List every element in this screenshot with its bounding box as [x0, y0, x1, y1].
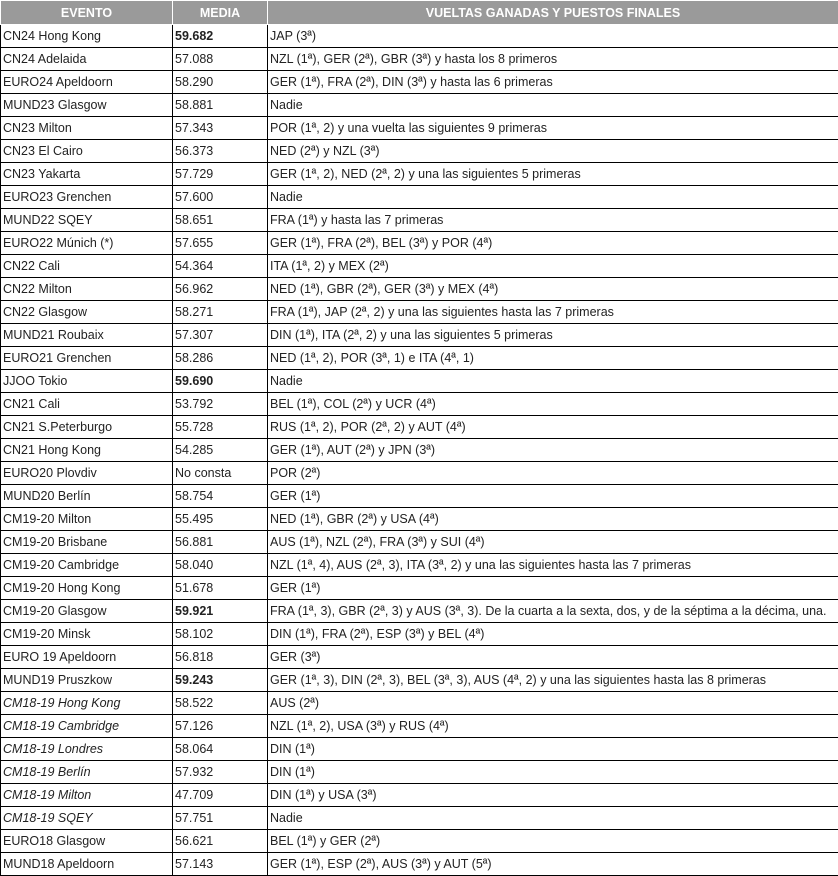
event-cell: EURO22 Múnich (*): [1, 232, 173, 255]
event-cell: EURO20 Plovdiv: [1, 462, 173, 485]
event-cell: EURO 19 Apeldoorn: [1, 646, 173, 669]
event-cell: MUND20 Berlín: [1, 485, 173, 508]
average-cell: 57.343: [173, 117, 268, 140]
result-cell: DIN (1ª): [268, 738, 838, 761]
header-event: EVENTO: [1, 1, 173, 25]
average-cell: 58.064: [173, 738, 268, 761]
event-cell: CM18-19 Milton: [1, 784, 173, 807]
result-cell: GER (1ª), AUT (2ª) y JPN (3ª): [268, 439, 838, 462]
event-cell: EURO24 Apeldoorn: [1, 71, 173, 94]
result-cell: DIN (1ª), FRA (2ª), ESP (3ª) y BEL (4ª): [268, 623, 838, 646]
event-cell: MUND19 Pruszkow: [1, 669, 173, 692]
table-row: [1, 600, 838, 623]
table-row: [1, 163, 838, 186]
event-cell: CN22 Cali: [1, 255, 173, 278]
average-cell: 59.243: [173, 669, 268, 692]
result-cell: NED (1ª), GBR (2ª), GER (3ª) y MEX (4ª): [268, 278, 838, 301]
result-cell: AUS (1ª), NZL (2ª), FRA (3ª) y SUI (4ª): [268, 531, 838, 554]
average-cell: 59.921: [173, 600, 268, 623]
table-row: [1, 232, 838, 255]
result-cell: NED (1ª, 2), POR (3ª, 1) e ITA (4ª, 1): [268, 347, 838, 370]
result-cell: GER (1ª), FRA (2ª), DIN (3ª) y hasta las 6 primeras: [268, 71, 838, 94]
result-cell: NZL (1ª, 4), AUS (2ª, 3), ITA (3ª, 2) y una las siguientes hasta las 7 primeras: [268, 554, 838, 577]
header-average: MEDIA: [173, 1, 268, 25]
table-row: [1, 439, 838, 462]
header-laps: VUELTAS GANADAS Y PUESTOS FINALES: [268, 1, 838, 25]
table-row: [1, 853, 838, 876]
event-cell: CN22 Glasgow: [1, 301, 173, 324]
result-cell: NZL (1ª, 2), USA (3ª) y RUS (4ª): [268, 715, 838, 738]
table-body: [1, 25, 838, 876]
table-row: [1, 278, 838, 301]
average-cell: 57.655: [173, 232, 268, 255]
event-cell: CM18-19 Cambridge: [1, 715, 173, 738]
table-row: [1, 646, 838, 669]
average-cell: 58.286: [173, 347, 268, 370]
average-cell: 47.709: [173, 784, 268, 807]
result-cell: GER (3ª): [268, 646, 838, 669]
table-row: [1, 715, 838, 738]
average-cell: No consta: [173, 462, 268, 485]
event-cell: EURO23 Grenchen: [1, 186, 173, 209]
average-cell: 55.728: [173, 416, 268, 439]
table-row: [1, 347, 838, 370]
result-cell: DIN (1ª), ITA (2ª, 2) y una las siguientes 5 primeras: [268, 324, 838, 347]
average-cell: 58.754: [173, 485, 268, 508]
result-cell: ITA (1ª, 2) y MEX (2ª): [268, 255, 838, 278]
table-row: [1, 830, 838, 853]
table-row: [1, 623, 838, 646]
table-row: [1, 25, 838, 48]
result-cell: GER (1ª), FRA (2ª), BEL (3ª) y POR (4ª): [268, 232, 838, 255]
event-cell: CN23 Yakarta: [1, 163, 173, 186]
event-cell: CM19-20 Cambridge: [1, 554, 173, 577]
event-cell: CN24 Adelaida: [1, 48, 173, 71]
result-cell: DIN (1ª): [268, 761, 838, 784]
result-cell: POR (2ª): [268, 462, 838, 485]
average-cell: 58.290: [173, 71, 268, 94]
result-cell: AUS (2ª): [268, 692, 838, 715]
average-cell: 55.495: [173, 508, 268, 531]
table-row: [1, 71, 838, 94]
average-cell: 54.285: [173, 439, 268, 462]
result-cell: NZL (1ª), GER (2ª), GBR (3ª) y hasta los 8 primeros: [268, 48, 838, 71]
result-cell: NED (2ª) y NZL (3ª): [268, 140, 838, 163]
event-cell: CN23 El Cairo: [1, 140, 173, 163]
result-cell: BEL (1ª) y GER (2ª): [268, 830, 838, 853]
average-cell: 57.307: [173, 324, 268, 347]
event-cell: CM19-20 Hong Kong: [1, 577, 173, 600]
event-cell: JJOO Tokio: [1, 370, 173, 393]
result-cell: FRA (1ª) y hasta las 7 primeras: [268, 209, 838, 232]
result-cell: JAP (3ª): [268, 25, 838, 48]
average-cell: 58.040: [173, 554, 268, 577]
table-row: [1, 209, 838, 232]
event-cell: CM18-19 Londres: [1, 738, 173, 761]
average-cell: 56.373: [173, 140, 268, 163]
result-cell: GER (1ª, 3), DIN (2ª, 3), BEL (3ª, 3), AUS (4ª, 2) y una las siguientes hasta las 8 primeras: [268, 669, 838, 692]
average-cell: 58.522: [173, 692, 268, 715]
event-cell: CN23 Milton: [1, 117, 173, 140]
event-cell: CM18-19 Hong Kong: [1, 692, 173, 715]
event-cell: CM19-20 Minsk: [1, 623, 173, 646]
average-cell: 54.364: [173, 255, 268, 278]
average-cell: 58.271: [173, 301, 268, 324]
table-row: [1, 462, 838, 485]
average-cell: 59.690: [173, 370, 268, 393]
table-row: [1, 48, 838, 71]
event-cell: CN21 S.Peterburgo: [1, 416, 173, 439]
result-cell: Nadie: [268, 94, 838, 117]
table-row: [1, 669, 838, 692]
average-cell: 57.751: [173, 807, 268, 830]
table-row: [1, 577, 838, 600]
event-cell: CM18-19 SQEY: [1, 807, 173, 830]
event-cell: EURO18 Glasgow: [1, 830, 173, 853]
event-cell: MUND18 Apeldoorn: [1, 853, 173, 876]
table-row: [1, 140, 838, 163]
average-cell: 57.600: [173, 186, 268, 209]
table-row: [1, 186, 838, 209]
average-cell: 56.881: [173, 531, 268, 554]
table-row: [1, 255, 838, 278]
result-cell: GER (1ª, 2), NED (2ª, 2) y una las siguientes 5 primeras: [268, 163, 838, 186]
table-row: [1, 117, 838, 140]
table-row: [1, 738, 838, 761]
event-cell: EURO21 Grenchen: [1, 347, 173, 370]
table-row: [1, 761, 838, 784]
result-cell: RUS (1ª, 2), POR (2ª, 2) y AUT (4ª): [268, 416, 838, 439]
result-cell: FRA (1ª), JAP (2ª, 2) y una las siguientes hasta las 7 primeras: [268, 301, 838, 324]
average-cell: 58.651: [173, 209, 268, 232]
event-cell: CN21 Cali: [1, 393, 173, 416]
event-cell: CN21 Hong Kong: [1, 439, 173, 462]
average-cell: 57.932: [173, 761, 268, 784]
average-cell: 56.621: [173, 830, 268, 853]
average-cell: 56.962: [173, 278, 268, 301]
average-cell: 57.143: [173, 853, 268, 876]
header-row: [1, 1, 838, 25]
result-cell: GER (1ª): [268, 485, 838, 508]
table-row: [1, 393, 838, 416]
table-row: [1, 554, 838, 577]
result-cell: Nadie: [268, 186, 838, 209]
event-cell: CN22 Milton: [1, 278, 173, 301]
average-cell: 56.818: [173, 646, 268, 669]
average-cell: 58.881: [173, 94, 268, 117]
average-cell: 57.126: [173, 715, 268, 738]
average-cell: 57.729: [173, 163, 268, 186]
result-cell: BEL (1ª), COL (2ª) y UCR (4ª): [268, 393, 838, 416]
result-cell: DIN (1ª) y USA (3ª): [268, 784, 838, 807]
event-cell: CM19-20 Glasgow: [1, 600, 173, 623]
event-cell: CN24 Hong Kong: [1, 25, 173, 48]
event-cell: MUND22 SQEY: [1, 209, 173, 232]
table-row: [1, 531, 838, 554]
result-cell: Nadie: [268, 807, 838, 830]
event-cell: MUND23 Glasgow: [1, 94, 173, 117]
table-row: [1, 301, 838, 324]
result-cell: POR (1ª, 2) y una vuelta las siguientes 9 primeras: [268, 117, 838, 140]
table-row: [1, 485, 838, 508]
table-row: [1, 94, 838, 117]
event-cell: MUND21 Roubaix: [1, 324, 173, 347]
average-cell: 59.682: [173, 25, 268, 48]
average-cell: 58.102: [173, 623, 268, 646]
average-cell: 57.088: [173, 48, 268, 71]
average-cell: 51.678: [173, 577, 268, 600]
result-cell: FRA (1ª, 3), GBR (2ª, 3) y AUS (3ª, 3). De la cuarta a la sexta, dos, y de la séptima a la décima, una.: [268, 600, 838, 623]
table-row: [1, 784, 838, 807]
event-cell: CM18-19 Berlín: [1, 761, 173, 784]
table-row: [1, 508, 838, 531]
table-row: [1, 324, 838, 347]
event-cell: CM19-20 Milton: [1, 508, 173, 531]
result-cell: GER (1ª): [268, 577, 838, 600]
average-cell: 53.792: [173, 393, 268, 416]
table-row: [1, 370, 838, 393]
table-row: [1, 692, 838, 715]
result-cell: NED (1ª), GBR (2ª) y USA (4ª): [268, 508, 838, 531]
event-cell: CM19-20 Brisbane: [1, 531, 173, 554]
table-row: [1, 416, 838, 439]
table-row: [1, 807, 838, 830]
result-cell: GER (1ª), ESP (2ª), AUS (3ª) y AUT (5ª): [268, 853, 838, 876]
result-cell: Nadie: [268, 370, 838, 393]
